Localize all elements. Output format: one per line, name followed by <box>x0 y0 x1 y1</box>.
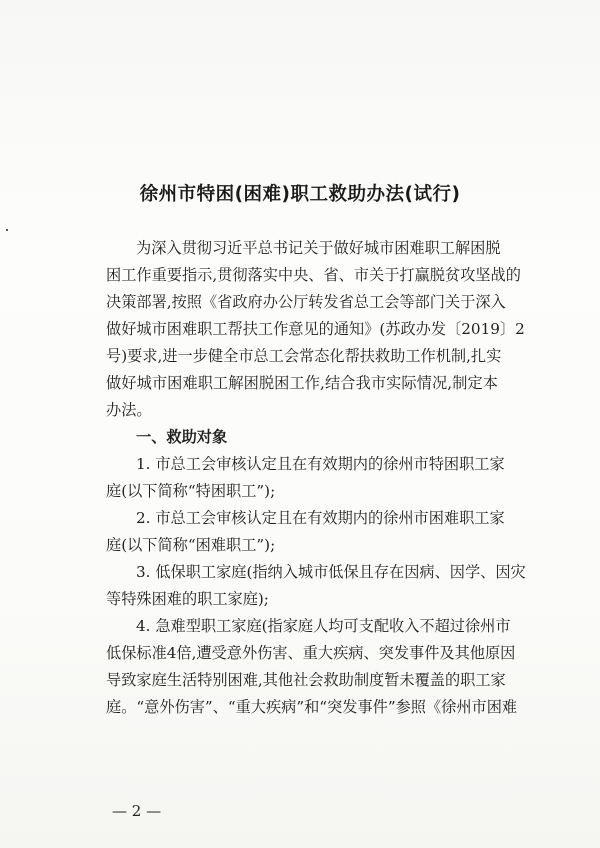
list-item-line: 庭(以下简称“特困职工”); <box>106 482 276 500</box>
intro-line: 做好城市困难职工解困脱困工作,结合我市实际情况,制定本 <box>106 374 498 392</box>
list-item-line: 3. 低保职工家庭(指纳入城市低保且存在因病、因学、因灾 <box>136 563 526 581</box>
intro-line: 做好城市困难职工帮扶工作意见的通知》(苏政办发〔2019〕2 <box>106 320 525 338</box>
list-item-line: 1. 市总工会审核认定且在有效期内的徐州市特困职工家 <box>136 455 505 473</box>
intro-line: 困工作重要指示,贯彻落实中央、省、市关于打赢脱贫攻坚战的 <box>106 266 521 284</box>
list-item-line: 庭。“意外伤害”、“重大疾病”和“突发事件”参照《徐州市困难 <box>106 698 518 716</box>
list-item-line: 庭(以下简称“困难职工”); <box>106 536 276 554</box>
list-item-line: 等特殊困难的职工家庭); <box>106 590 269 608</box>
intro-line: 决策部署,按照《省政府办公厅转发省总工会等部门关于深入 <box>106 293 506 311</box>
page-number: — 2 — <box>112 802 162 820</box>
intro-line: 号)要求,进一步健全市总工会常态化帮扶救助工作机制,扎实 <box>106 347 502 365</box>
list-item-line: 2. 市总工会审核认定且在有效期内的徐州市困难职工家 <box>136 509 505 527</box>
list-item-line: 导致家庭生活特别困难,其他社会救助制度暂未覆盖的职工家 <box>106 671 506 689</box>
section-heading: 一、救助对象 <box>136 428 228 446</box>
document-title: 徐州市特困(困难)职工救助办法(试行) <box>139 184 461 205</box>
intro-line: 办法。 <box>106 401 152 419</box>
margin-mark <box>6 229 8 231</box>
intro-line: 为深入贯彻习近平总书记关于做好城市困难职工解困脱 <box>136 239 501 257</box>
list-item-line: 4. 急难型职工家庭(指家庭人均可支配收入不超过徐州市 <box>136 617 511 635</box>
list-item-line: 低保标准4倍,遭受意外伤害、重大疾病、突发事件及其他原因 <box>106 644 516 662</box>
